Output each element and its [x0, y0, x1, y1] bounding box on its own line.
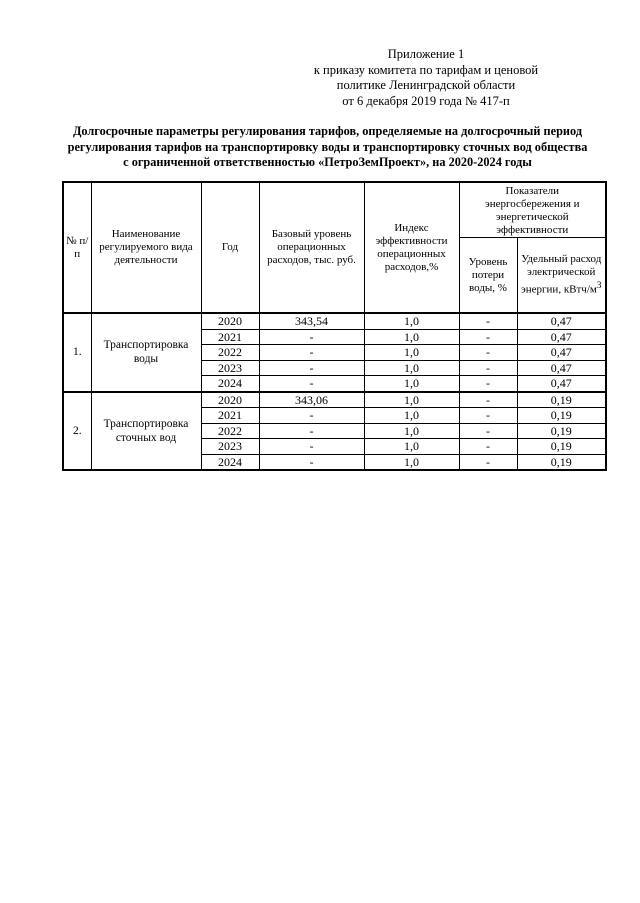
cell-base-cost: -: [259, 345, 364, 361]
cell-water-loss: -: [459, 360, 517, 376]
cell-specific-energy: 0,47: [517, 329, 606, 345]
cell-specific-energy: 0,47: [517, 360, 606, 376]
cell-specific-energy: 0,47: [517, 345, 606, 361]
parameters-table: [62, 181, 607, 471]
cell-specific-energy: 0,19: [517, 392, 606, 408]
cell-year: 2023: [201, 360, 259, 376]
cell-specific-energy: 0,19: [517, 408, 606, 424]
cell-year: 2021: [201, 408, 259, 424]
header-specific-energy: [517, 238, 606, 314]
cell-base-cost: -: [259, 329, 364, 345]
cell-year: 2022: [201, 423, 259, 439]
table-body: [63, 313, 606, 470]
cell-year: 2022: [201, 345, 259, 361]
cell-water-loss: -: [459, 454, 517, 470]
cell-specific-energy: 0,19: [517, 439, 606, 455]
cell-base-cost: -: [259, 408, 364, 424]
cell-water-loss: -: [459, 423, 517, 439]
cell-efficiency-index: 1,0: [364, 360, 459, 376]
table-row: [63, 392, 606, 408]
appendix-line: Приложение 1: [387, 47, 465, 61]
header-efficiency-index: Индекс эффективности операционных расходов,%: [364, 182, 459, 313]
header-year: Год: [201, 182, 259, 313]
cell-base-cost: -: [259, 360, 364, 376]
cell-efficiency-index: 1,0: [364, 408, 459, 424]
cell-base-cost: -: [259, 454, 364, 470]
appendix-line: от 6 декабря 2019 года № 417-п: [342, 93, 510, 108]
cell-year: 2021: [201, 329, 259, 345]
cell-specific-energy: 0,19: [517, 454, 606, 470]
cell-water-loss: -: [459, 329, 517, 345]
cell-efficiency-index: 1,0: [364, 376, 459, 392]
cell-num: 2.: [63, 392, 91, 471]
title-line: Долгосрочные параметры регулирования тарифов, определяемые на долгосрочный период: [72, 124, 583, 138]
appendix-block: [276, 47, 576, 109]
cell-efficiency-index: 1,0: [364, 454, 459, 470]
header-specific-energy-text: Удельный расход электрической энергии, кВтч/м: [521, 253, 602, 296]
table-row: [63, 313, 606, 329]
cell-efficiency-index: 1,0: [364, 392, 459, 408]
cell-base-cost: -: [259, 439, 364, 455]
cell-specific-energy: 0,19: [517, 423, 606, 439]
header-activity: Наименование регулируемого вида деятельности: [91, 182, 201, 313]
cell-efficiency-index: 1,0: [364, 329, 459, 345]
header-base-cost: Базовый уровень операционных расходов, тыс. руб.: [259, 182, 364, 313]
cell-activity: Транспортировка воды: [91, 313, 201, 392]
cell-base-cost: -: [259, 376, 364, 392]
cell-year: 2020: [201, 313, 259, 329]
header-water-loss: Уровень потери воды, %: [459, 238, 517, 314]
cell-num: 1.: [63, 313, 91, 392]
cell-water-loss: -: [459, 392, 517, 408]
appendix-line: политике Ленинградской области: [336, 78, 516, 92]
document-title: [40, 124, 615, 171]
cell-year: 2024: [201, 454, 259, 470]
cell-efficiency-index: 1,0: [364, 313, 459, 329]
cell-efficiency-index: 1,0: [364, 423, 459, 439]
cell-base-cost: 343,54: [259, 313, 364, 329]
appendix-line: к приказу комитета по тарифам и ценовой: [313, 62, 539, 77]
cell-year: 2024: [201, 376, 259, 392]
cell-efficiency-index: 1,0: [364, 439, 459, 455]
header-num: № п/п: [63, 182, 91, 313]
cell-water-loss: -: [459, 313, 517, 329]
cell-base-cost: -: [259, 423, 364, 439]
cell-water-loss: -: [459, 376, 517, 392]
title-line: с ограниченной ответственностью «ПетроЗемПроект», на 2020-2024 годы: [123, 155, 532, 169]
cell-water-loss: -: [459, 408, 517, 424]
cell-specific-energy: 0,47: [517, 376, 606, 392]
header-energy-group: Показатели энергосбережения и энергетической эффективности: [459, 182, 606, 238]
cell-water-loss: -: [459, 345, 517, 361]
title-line: регулирования тарифов на транспортировку воды и транспортировку сточных вод общества: [67, 139, 588, 154]
cell-efficiency-index: 1,0: [364, 345, 459, 361]
cell-activity: Транспортировка сточных вод: [91, 392, 201, 471]
cell-water-loss: -: [459, 439, 517, 455]
cell-base-cost: 343,06: [259, 392, 364, 408]
cell-specific-energy: 0,47: [517, 313, 606, 329]
cell-year: 2020: [201, 392, 259, 408]
header-specific-energy-sup: 3: [596, 280, 602, 291]
cell-year: 2023: [201, 439, 259, 455]
